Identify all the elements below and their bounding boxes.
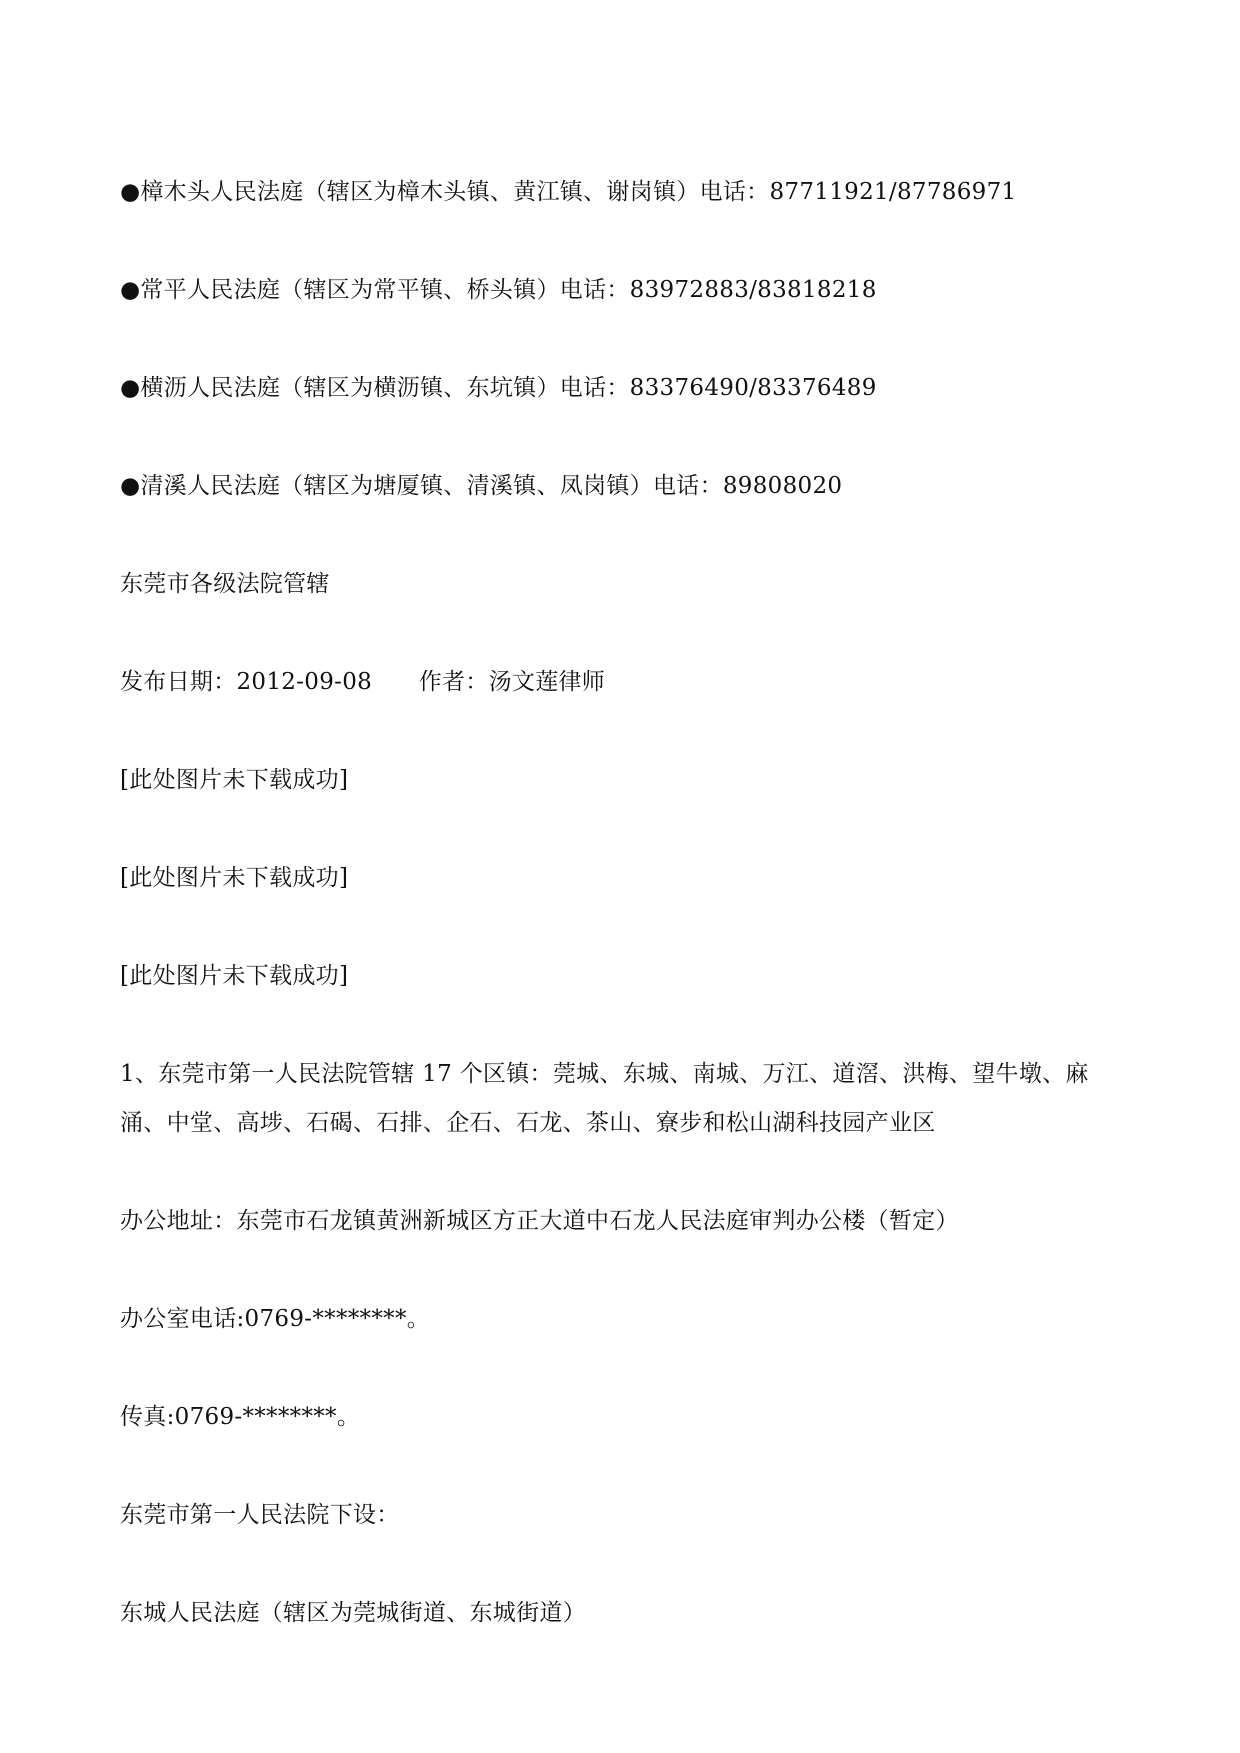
- subsidiary-heading: 东莞市第一人民法院下设：: [120, 1502, 400, 1528]
- court-item-dongcheng: 东城人民法庭（辖区为莞城街道、东城街道）: [120, 1600, 586, 1626]
- image-placeholder: [此处图片未下载成功]: [120, 963, 349, 989]
- image-placeholder: [此处图片未下载成功]: [120, 865, 349, 891]
- image-placeholder: [此处图片未下载成功]: [120, 767, 349, 793]
- court-item-qingxi: ●清溪人民法庭（辖区为塘厦镇、清溪镇、凤岗镇）电话：89808020: [120, 473, 843, 499]
- office-address: 办公地址：东莞市石龙镇黄洲新城区方正大道中石龙人民法庭审判办公楼（暂定）: [120, 1208, 959, 1234]
- article-title: 东莞市各级法院管辖: [120, 571, 330, 597]
- court-item-hengli: ●横沥人民法庭（辖区为横沥镇、东坑镇）电话：83376490/83376489: [120, 375, 877, 401]
- publish-info: 发布日期：2012-09-08 作者：汤文莲律师: [120, 669, 606, 695]
- first-court-jurisdiction: 1、东莞市第一人民法院管辖 17 个区镇：莞城、东城、南城、万江、道滘、洪梅、望牛墩、麻涌、中堂、高埗、石碣、石排、企石、石龙、茶山、寮步和松山湖科技园产业区: [120, 1061, 1089, 1136]
- fax: 传真:0769-********。: [120, 1404, 361, 1430]
- office-phone: 办公室电话:0769-********。: [120, 1306, 431, 1332]
- court-item-changping: ●常平人民法庭（辖区为常平镇、桥头镇）电话：83972883/83818218: [120, 277, 877, 303]
- court-item-zhangmutou: ●樟木头人民法庭（辖区为樟木头镇、黄江镇、谢岗镇）电话：87711921/87786971: [120, 179, 1017, 205]
